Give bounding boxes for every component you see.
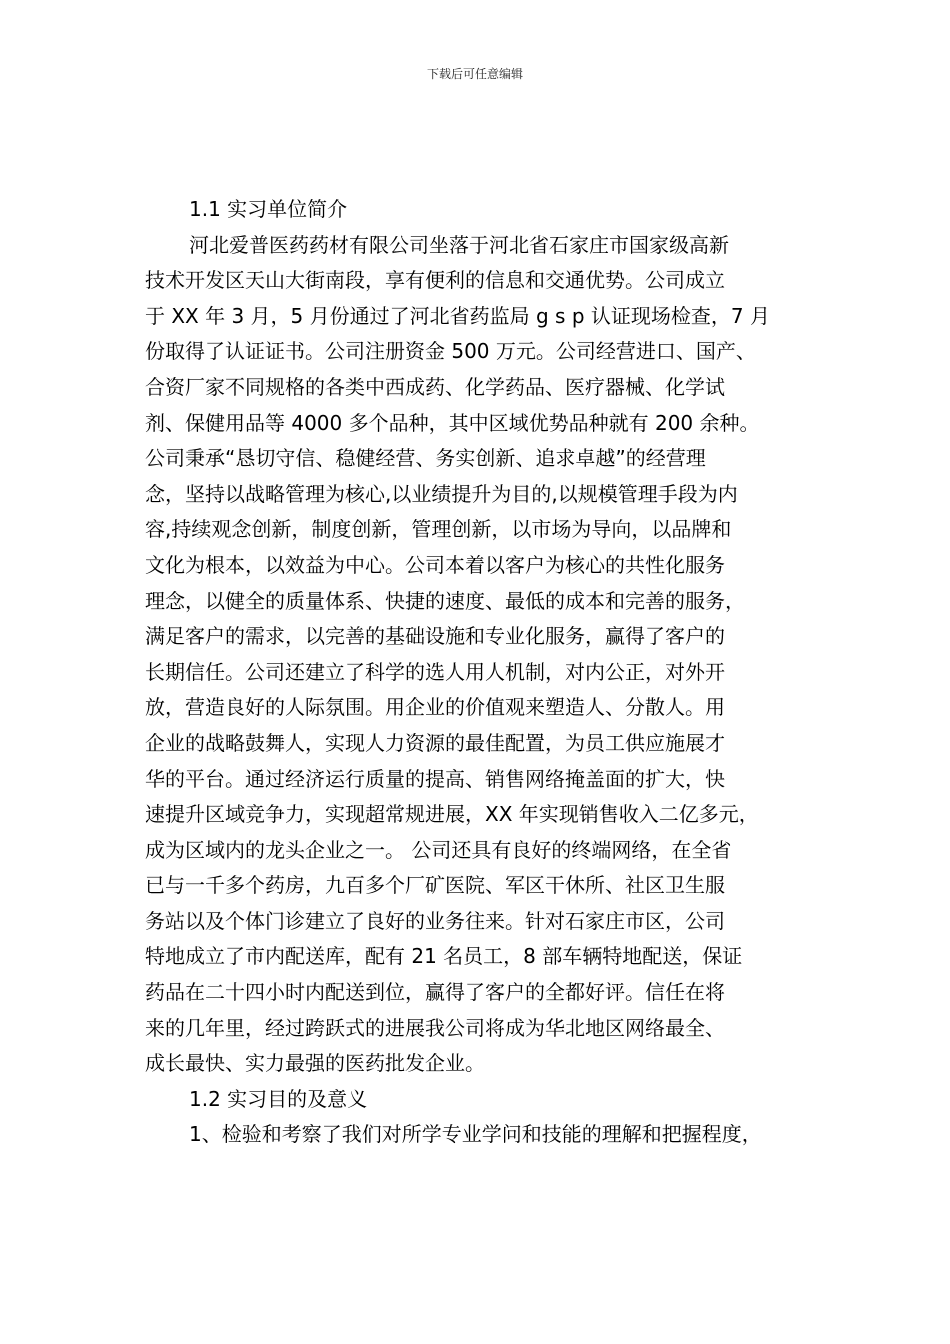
section-heading-1-2: 1.2 实习目的及意义 xyxy=(189,1086,368,1111)
paragraph-line: 文化为根本，以效益为中心。公司本着以客户为核心的共性化服务 xyxy=(145,552,725,577)
list-item-1: 1、检验和考察了我们对所学专业学问和技能的理解和把握程度， xyxy=(189,1122,762,1147)
paragraph-line: 份取得了认证证书。公司注册资金 500 万元。公司经营进口、国产、 xyxy=(145,339,756,364)
company-intro-paragraph xyxy=(145,228,825,1082)
paragraph-line: 于 XX 年 3 月，5 月份通过了河北省药监局 g s p 认证现场检查，7 月 xyxy=(145,303,770,328)
paragraph-line: 合资厂家不同规格的各类中西成药、化学药品、医疗器械、化学试 xyxy=(145,374,725,399)
paragraph-line: 技术开发区天山大街南段，享有便利的信息和交通优势。公司成立 xyxy=(145,268,725,293)
paragraph-line: 药品在二十四小时内配送到位，赢得了客户的全都好评。信任在将 xyxy=(145,980,725,1005)
paragraph-line: 满足客户的需求，以完善的基础设施和专业化服务，赢得了客户的 xyxy=(145,624,725,649)
paragraph-line: 容,持续观念创新，制度创新，管理创新，以市场为导向，以品牌和 xyxy=(145,517,732,542)
paragraph-line: 来的几年里，经过跨跃式的进展我公司将成为华北地区网络最全、 xyxy=(145,1015,725,1040)
paragraph-line: 已与一千多个药房，九百多个厂矿医院、军区干休所、社区卫生服 xyxy=(145,873,725,898)
paragraph-line: 速提升区域竞争力，实现超常规进展，XX 年实现销售收入二亿多元， xyxy=(145,802,759,827)
document-body xyxy=(145,192,825,1153)
paragraph-line: 长期信任。公司还建立了科学的选人用人机制，对内公正，对外开 xyxy=(145,659,725,684)
paragraph-line: 企业的战略鼓舞人，实现人力资源的最佳配置，为员工供应施展才 xyxy=(145,730,725,755)
paragraph-line: 剂、保健用品等 4000 多个品种，其中区域优势品种就有 200 余种。 xyxy=(145,410,760,435)
paragraph-line: 放，营造良好的人际氛围。用企业的价值观来塑造人、分散人。用 xyxy=(145,695,725,720)
paragraph-line: 理念，以健全的质量体系、快捷的速度、最低的成本和完善的服务， xyxy=(145,588,745,613)
paragraph-line: 成为区域内的龙头企业之一。 公司还具有良好的终端网络，在全省 xyxy=(145,837,732,862)
paragraph-line: 念，坚持以战略管理为核心,以业绩提升为目的,以规模管理手段为内 xyxy=(145,481,738,506)
paragraph-line: 公司秉承“恳切守信、稳健经营、务实创新、追求卓越”的经营理 xyxy=(145,446,706,471)
paragraph-line: 华的平台。通过经济运行质量的提高、销售网络掩盖面的扩大，快 xyxy=(145,766,725,791)
paragraph-line: 河北爱普医药药材有限公司坐落于河北省石家庄市国家级高新 xyxy=(189,232,729,257)
section-heading-1-1: 1.1 实习单位简介 xyxy=(189,197,348,221)
paragraph-line: 特地成立了市内配送库，配有 21 名员工，8 部车辆特地配送，保证 xyxy=(145,944,743,969)
header-note: 下载后可任意编辑 xyxy=(426,67,523,81)
paragraph-line: 务站以及个体门诊建立了良好的业务往来。针对石家庄市区，公司 xyxy=(145,908,725,933)
paragraph-line: 成长最快、实力最强的医药批发企业。 xyxy=(145,1051,485,1076)
